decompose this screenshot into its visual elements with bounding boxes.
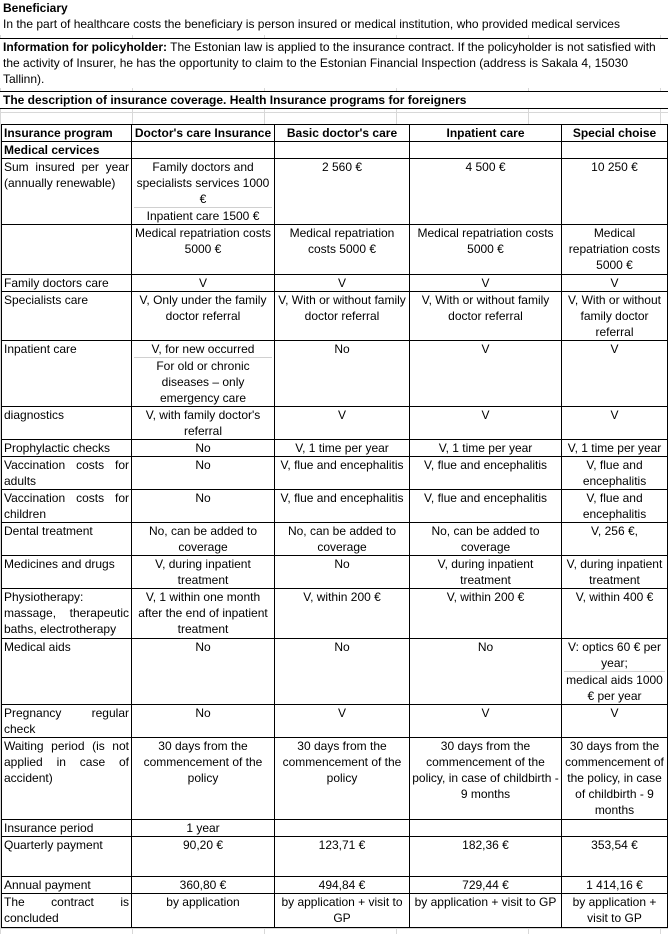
table-cell xyxy=(132,341,275,407)
table-cell xyxy=(275,639,410,705)
policyholder-info-text: The Estonian law is applied to the insurance contract. If the policyholder is not satisfied with the activity of Insurer, he has the opportunity to claim to the Estonian Financial Inspection (address is Sakala 4, 15030 Tallinn). xyxy=(3,40,656,86)
cell-text: 30 days from the commencement of the policy xyxy=(143,739,263,785)
cell-text: Family doctors and specialists services 1000 € xyxy=(136,160,270,206)
header-cell: Doctor's care Insurance xyxy=(132,125,275,142)
cell-subtext: medical aids 1000 € per year xyxy=(564,671,665,704)
cell-text: Medical repatriation costs 5000 € xyxy=(568,226,661,272)
cell-text: 729,44 € xyxy=(462,878,509,892)
cell-text: Pregnancy regular check xyxy=(4,706,129,736)
cell-text: No xyxy=(334,557,350,571)
cell-text: No, can be added to coverage xyxy=(287,524,397,554)
header-cell: Basic doctor's care xyxy=(275,125,410,142)
table-row xyxy=(2,589,668,639)
table-cell xyxy=(562,705,668,738)
cell-text: V, 256 €, xyxy=(591,524,638,538)
table-cell xyxy=(562,341,668,407)
table-cell xyxy=(562,877,668,894)
row-label xyxy=(2,877,132,894)
cell-text: V xyxy=(481,276,490,290)
cell-text: V, flue and encephalitis xyxy=(582,458,647,488)
table-cell xyxy=(562,407,668,440)
cell-text: V, flue and encephalitis xyxy=(280,491,404,505)
cell-text: 360,80 € xyxy=(179,878,227,892)
table-cell xyxy=(410,705,562,738)
cell-text: 182,36 € xyxy=(462,838,509,852)
cell-text: by application + visit to GP xyxy=(572,895,657,925)
cell-text: Medicines and drugs xyxy=(4,557,115,571)
cell-text: 30 days from the commencement of the policy, in case of childbirth - 9 months xyxy=(565,739,664,817)
cell-text: V, 1 within one month after the end of inpatient treatment xyxy=(138,590,268,636)
row-label xyxy=(2,556,132,589)
cell-text: No, can be added to coverage xyxy=(431,524,540,554)
table-cell xyxy=(410,490,562,523)
table-cell xyxy=(410,589,562,639)
row-label xyxy=(2,490,132,523)
table-row xyxy=(2,292,668,341)
row-label xyxy=(2,341,132,407)
cell-text: V, With or without family doctor referral xyxy=(421,293,550,323)
cell-text: V xyxy=(610,408,619,422)
cell-text: Specialists care xyxy=(4,293,89,307)
cell-text: V, during inpatient treatment xyxy=(437,557,534,587)
cell-text: V, flue and encephalitis xyxy=(582,491,647,521)
table-cell xyxy=(132,457,275,490)
table-cell xyxy=(562,159,668,225)
table-cell xyxy=(132,705,275,738)
table-cell xyxy=(562,440,668,457)
table-cell xyxy=(562,457,668,490)
row-label xyxy=(2,457,132,490)
table-header-row xyxy=(2,125,668,142)
row-label xyxy=(2,738,132,820)
row-label xyxy=(2,440,132,457)
table-row xyxy=(2,407,668,440)
table-cell xyxy=(132,556,275,589)
table-cell xyxy=(562,490,668,523)
coverage-title: The description of insurance coverage. Health Insurance programs for foreigners xyxy=(0,91,668,109)
cell-text: V, With or without family doctor referral xyxy=(278,293,406,323)
table-cell xyxy=(562,639,668,705)
cell-text: V, With or without family doctor referral xyxy=(568,293,661,339)
cell-text: No xyxy=(334,640,350,654)
cell-subtext: For old or chronic diseases – only emergency care xyxy=(134,357,272,406)
table-cell xyxy=(410,523,562,556)
cell-text: Prophylactic checks xyxy=(4,441,111,455)
cell-text: 494,84 € xyxy=(318,878,366,892)
cell-text: V, 1 time per year xyxy=(295,441,389,455)
cell-text: Medical repatriation costs 5000 € xyxy=(289,226,395,256)
table-cell xyxy=(410,341,562,407)
table-cell xyxy=(132,523,275,556)
table-row xyxy=(2,225,668,275)
table-cell xyxy=(132,894,275,928)
table-cell xyxy=(275,275,410,292)
table-row xyxy=(2,738,668,820)
table-cell xyxy=(410,407,562,440)
policyholder-info-label: Information for policyholder: xyxy=(3,40,167,54)
table-row xyxy=(2,639,668,705)
table-cell xyxy=(562,523,668,556)
table-cell xyxy=(562,837,668,877)
table-cell xyxy=(410,225,562,275)
table-cell xyxy=(275,738,410,820)
table-cell xyxy=(132,877,275,894)
table-cell xyxy=(275,440,410,457)
cell-text: 2 560 € xyxy=(321,160,363,174)
table-cell xyxy=(275,407,410,440)
cell-text: 30 days from the commencement of the policy xyxy=(282,739,402,785)
table-cell xyxy=(275,705,410,738)
table-cell xyxy=(275,877,410,894)
row-label xyxy=(2,820,132,837)
header-cell: Inpatient care xyxy=(410,125,562,142)
table-cell xyxy=(562,738,668,820)
cell-text: V, flue and encephalitis xyxy=(424,458,547,472)
cell-text: V, for new occurred xyxy=(151,342,255,356)
cell-text: No xyxy=(195,441,211,455)
table-cell xyxy=(132,440,275,457)
cell-text: V, 1 time per year xyxy=(438,441,533,455)
table-cell xyxy=(410,894,562,928)
table-cell xyxy=(275,159,410,225)
cell-text: Dental treatment xyxy=(4,524,93,538)
table-row xyxy=(2,440,668,457)
table-cell xyxy=(562,894,668,928)
table-row xyxy=(2,275,668,292)
cell-text: 90,20 € xyxy=(182,838,224,852)
table-cell xyxy=(275,837,410,877)
cell-text: V: optics 60 € per year; xyxy=(568,640,661,670)
cell-text: V xyxy=(198,276,207,290)
cell-text: Vaccination costs for children xyxy=(4,491,129,521)
row-label xyxy=(2,225,132,275)
cell-text: V, 1 time per year xyxy=(567,441,662,455)
cell-text: by application + visit to GP xyxy=(414,895,557,909)
table-cell xyxy=(132,738,275,820)
table-cell xyxy=(410,556,562,589)
table-cell xyxy=(410,275,562,292)
table-row xyxy=(2,490,668,523)
table-cell xyxy=(132,837,275,877)
cell-text: Vaccination costs for adults xyxy=(4,458,129,488)
table-cell xyxy=(410,457,562,490)
cell-text: 30 days from the commencement of the policy, in case of childbirth - 9 months xyxy=(412,739,559,801)
row-label xyxy=(2,705,132,738)
cell-text: 1 414,16 € xyxy=(586,878,643,892)
table-row xyxy=(2,820,668,837)
cell-text: Family doctors care xyxy=(4,276,109,290)
cell-text: V, flue and encephalitis xyxy=(424,491,547,505)
cell-text: by application + visit to GP xyxy=(281,895,403,925)
table-cell xyxy=(275,292,410,341)
row-label xyxy=(2,894,132,928)
table-cell xyxy=(132,159,275,225)
cell-text: Waiting period (is not applied in case of accident) xyxy=(4,739,129,785)
table-cell xyxy=(132,275,275,292)
cell-text: No xyxy=(195,491,211,505)
table-row xyxy=(2,159,668,225)
cell-text: No xyxy=(195,458,211,472)
table-cell xyxy=(132,225,275,275)
table-cell xyxy=(562,225,668,275)
cell-text: No xyxy=(334,342,350,356)
cell-text: V xyxy=(481,342,490,356)
table-cell xyxy=(275,523,410,556)
cell-text: Insurance period xyxy=(4,821,94,835)
table-cell xyxy=(275,589,410,639)
table-row xyxy=(2,837,668,877)
cell-text: V, Only under the family doctor referral xyxy=(139,293,267,323)
cell-text: V, during inpatient treatment xyxy=(566,557,663,587)
table-cell xyxy=(132,407,275,440)
beneficiary-block xyxy=(0,0,668,35)
cell-text: by application xyxy=(166,895,240,909)
table-cell xyxy=(562,556,668,589)
cell-text: V xyxy=(481,706,490,720)
table-cell xyxy=(275,341,410,407)
cell-text: Medical repatriation costs 5000 € xyxy=(417,226,554,256)
beneficiary-text: In the part of healthcare costs the beneficiary is person insured or medical institution, who provided medical services xyxy=(3,17,620,31)
cell-text: diagnostics xyxy=(4,408,65,422)
cell-text: The contract is concluded xyxy=(4,895,129,925)
cell-text: V xyxy=(610,276,619,290)
cell-text: No, can be added to coverage xyxy=(148,524,258,554)
table-cell xyxy=(562,589,668,639)
cell-text: V, with family doctor's referral xyxy=(145,408,261,438)
cell-text: V, within 400 € xyxy=(575,590,654,604)
row-label xyxy=(2,407,132,440)
cell-text: V, during inpatient treatment xyxy=(155,557,251,587)
cell-text: V, within 200 € xyxy=(446,590,525,604)
row-label xyxy=(2,275,132,292)
table-row xyxy=(2,457,668,490)
cell-text: V xyxy=(481,408,490,422)
table-cell xyxy=(410,820,562,837)
table-cell xyxy=(410,292,562,341)
table-cell xyxy=(132,589,275,639)
cell-text: No xyxy=(195,640,211,654)
row-label xyxy=(2,523,132,556)
cell-text: V xyxy=(337,408,346,422)
cell-text: Quarterly payment xyxy=(4,838,103,852)
table-cell xyxy=(275,490,410,523)
table-cell xyxy=(562,275,668,292)
table-row xyxy=(2,523,668,556)
row-label xyxy=(2,159,132,225)
cell-text: 1 year xyxy=(186,821,220,835)
cell-text: V, within 200 € xyxy=(303,590,381,604)
table-cell xyxy=(132,490,275,523)
beneficiary-title: Beneficiary xyxy=(3,1,68,15)
table-cell xyxy=(410,877,562,894)
table-row xyxy=(2,705,668,738)
table-cell xyxy=(410,837,562,877)
cell-text: V, flue and encephalitis xyxy=(280,458,404,472)
section-label: Medical cervices xyxy=(2,142,132,159)
cell-text: Physiotherapy: massage, therapeutic baths, electrotherapy xyxy=(4,590,129,636)
cell-text: V xyxy=(610,342,619,356)
table-cell xyxy=(410,639,562,705)
table-cell xyxy=(410,440,562,457)
cell-text: No xyxy=(195,706,211,720)
row-label xyxy=(2,639,132,705)
table-row xyxy=(2,894,668,928)
table-cell xyxy=(275,820,410,837)
cell-text: 4 500 € xyxy=(465,160,506,174)
header-cell: Insurance program xyxy=(2,125,132,142)
table-cell xyxy=(410,738,562,820)
table-cell xyxy=(132,820,275,837)
section-row xyxy=(2,142,668,159)
cell-subtext: Inpatient care 1500 € xyxy=(134,207,272,224)
row-label xyxy=(2,837,132,877)
row-label xyxy=(2,589,132,639)
cell-text: 10 250 € xyxy=(591,160,638,174)
cell-text: V xyxy=(337,706,346,720)
table-row xyxy=(2,877,668,894)
cell-text: Medical aids xyxy=(4,640,71,654)
cell-text: Annual payment xyxy=(4,878,91,892)
table-cell xyxy=(275,556,410,589)
row-label xyxy=(2,292,132,341)
table-cell xyxy=(562,292,668,341)
cell-text: Inpatient care xyxy=(4,342,77,356)
table-cell xyxy=(132,292,275,341)
coverage-table xyxy=(1,124,668,928)
policyholder-info-block xyxy=(0,38,668,88)
table-row xyxy=(2,341,668,407)
cell-text: V xyxy=(337,276,346,290)
cell-text: 353,54 € xyxy=(591,838,638,852)
table-cell xyxy=(275,894,410,928)
cell-text: V xyxy=(610,706,619,720)
cell-text: No xyxy=(477,640,494,654)
table-row xyxy=(2,556,668,589)
table-cell xyxy=(275,225,410,275)
table-cell xyxy=(562,820,668,837)
table-cell xyxy=(410,159,562,225)
table-cell xyxy=(132,639,275,705)
cell-text: Sum insured per year (annually renewable) xyxy=(4,160,129,190)
table-cell xyxy=(275,457,410,490)
cell-text: 123,71 € xyxy=(318,838,366,852)
header-cell: Special choise xyxy=(562,125,668,142)
cell-text: Medical repatriation costs 5000 € xyxy=(134,226,272,256)
